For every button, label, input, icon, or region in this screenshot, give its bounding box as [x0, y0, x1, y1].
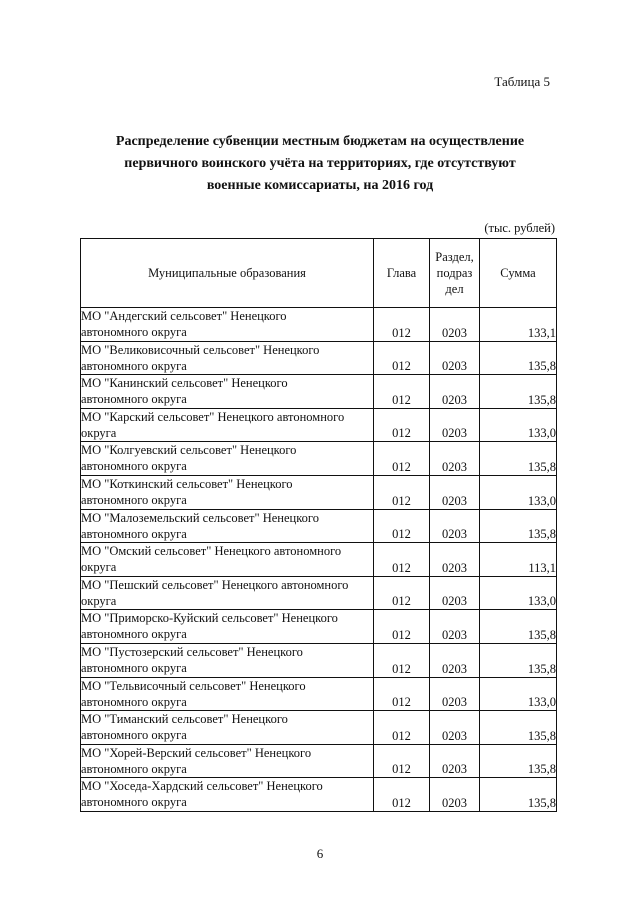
section-cell: 0203	[430, 677, 480, 711]
section-cell: 0203	[430, 375, 480, 409]
municipality-name-cell	[81, 308, 374, 342]
sum-cell: 135,8	[480, 341, 557, 375]
section-cell: 0203	[430, 778, 480, 812]
section-cell: 0203	[430, 711, 480, 745]
sum-cell: 135,8	[480, 778, 557, 812]
section-cell: 0203	[430, 308, 480, 342]
municipality-name-line: автономного округа	[81, 761, 187, 776]
section-cell: 0203	[430, 576, 480, 610]
chapter-cell: 012	[374, 744, 430, 778]
chapter-cell: 012	[374, 408, 430, 442]
sum-cell: 135,8	[480, 744, 557, 778]
document-title	[70, 131, 570, 197]
table-row	[81, 610, 557, 644]
municipality-name-cell	[81, 744, 374, 778]
municipality-name-line: МО "Омский сельсовет" Ненецкого автономного	[81, 544, 342, 559]
chapter-cell: 012	[374, 711, 430, 745]
sum-cell: 135,8	[480, 509, 557, 543]
municipality-name-line: автономного округа	[81, 459, 187, 474]
table-row	[81, 341, 557, 375]
municipality-name-line: МО "Канинский сельсовет" Ненецкого	[81, 376, 288, 391]
sum-cell: 135,8	[480, 442, 557, 476]
title-line: военные комиссариаты, на 2016 год	[206, 178, 434, 193]
chapter-cell: 012	[374, 442, 430, 476]
page-number: 6	[316, 846, 324, 861]
municipality-name-line: автономного округа	[81, 526, 187, 541]
municipality-name-line: МО "Хоседа-Хардский сельсовет" Ненецкого	[81, 779, 323, 794]
table-row	[81, 711, 557, 745]
column-header-sum: Сумма	[480, 239, 557, 308]
municipality-name-line: автономного округа	[81, 694, 187, 709]
municipality-name-cell	[81, 677, 374, 711]
table-row	[81, 744, 557, 778]
table-body	[81, 308, 557, 812]
municipality-name-line: МО "Пустозерский сельсовет" Ненецкого	[81, 644, 303, 659]
municipality-name-line: МО "Андегский сельсовет" Ненецкого	[81, 309, 287, 323]
municipality-name-line: автономного округа	[81, 392, 187, 407]
table-row	[81, 375, 557, 409]
section-header-line: дел	[445, 282, 464, 296]
sum-cell: 135,8	[480, 711, 557, 745]
sum-cell: 135,8	[480, 643, 557, 677]
municipality-name-cell	[81, 576, 374, 610]
subvention-table	[80, 238, 557, 812]
chapter-cell: 012	[374, 643, 430, 677]
chapter-cell: 012	[374, 778, 430, 812]
municipality-name-cell	[81, 408, 374, 442]
section-cell: 0203	[430, 408, 480, 442]
section-cell: 0203	[430, 442, 480, 476]
table-number-label: Таблица 5	[494, 74, 550, 89]
municipality-name-line: округа	[81, 425, 117, 440]
table-row	[81, 408, 557, 442]
chapter-cell: 012	[374, 677, 430, 711]
section-cell: 0203	[430, 744, 480, 778]
table-row	[81, 509, 557, 543]
table-row	[81, 308, 557, 342]
chapter-cell: 012	[374, 610, 430, 644]
section-cell: 0203	[430, 509, 480, 543]
municipality-name-line: МО "Карский сельсовет" Ненецкого автономного	[81, 409, 345, 424]
municipality-name-line: МО "Пешский сельсовет" Ненецкого автономного	[81, 577, 349, 592]
chapter-cell: 012	[374, 308, 430, 342]
table-row	[81, 677, 557, 711]
table-row	[81, 643, 557, 677]
section-cell: 0203	[430, 543, 480, 577]
chapter-cell: 012	[374, 375, 430, 409]
municipality-name-cell	[81, 375, 374, 409]
municipality-name-line: автономного округа	[81, 627, 187, 642]
section-cell: 0203	[430, 341, 480, 375]
title-line: первичного воинского учёта на территориях, где отсутствуют	[124, 156, 516, 171]
table-header-row	[81, 239, 557, 308]
chapter-cell: 012	[374, 341, 430, 375]
municipality-name-cell	[81, 543, 374, 577]
title-line: Распределение субвенции местным бюджетам на осуществление	[115, 134, 525, 149]
section-cell: 0203	[430, 475, 480, 509]
section-header-line: подраз	[436, 266, 473, 280]
sum-cell: 113,1	[480, 543, 557, 577]
unit-note: (тыс. рублей)	[484, 221, 555, 235]
municipality-name-line: МО "Хорей-Верский сельсовет" Ненецкого	[81, 745, 312, 760]
municipality-name-line: МО "Великовисочный сельсовет" Ненецкого	[81, 342, 320, 357]
sum-cell: 133,1	[480, 308, 557, 342]
municipality-name-line: МО "Тиманский сельсовет" Ненецкого	[81, 712, 288, 727]
table-row	[81, 576, 557, 610]
municipality-name-line: автономного округа	[81, 358, 187, 373]
sum-cell: 135,8	[480, 375, 557, 409]
municipality-name-cell	[81, 509, 374, 543]
municipality-name-line: автономного округа	[81, 728, 187, 743]
municipality-name-cell	[81, 711, 374, 745]
sum-cell: 133,0	[480, 408, 557, 442]
section-cell: 0203	[430, 610, 480, 644]
municipality-name-line: автономного округа	[81, 795, 187, 810]
chapter-cell: 012	[374, 543, 430, 577]
municipality-name-line: МО "Малоземельский сельсовет" Ненецкого	[81, 510, 319, 525]
municipality-name-line: МО "Тельвисочный сельсовет" Ненецкого	[81, 678, 306, 693]
municipality-name-cell	[81, 778, 374, 812]
sum-cell: 133,0	[480, 677, 557, 711]
municipality-name-line: округа	[81, 560, 117, 575]
sum-cell: 133,0	[480, 475, 557, 509]
municipality-name-cell	[81, 610, 374, 644]
sum-cell: 133,0	[480, 576, 557, 610]
sum-cell: 135,8	[480, 610, 557, 644]
municipality-name-cell	[81, 341, 374, 375]
municipality-name-line: МО "Колгуевский сельсовет" Ненецкого	[81, 443, 297, 458]
municipality-name-line: автономного округа	[81, 492, 187, 507]
municipality-name-cell	[81, 475, 374, 509]
section-header-line: Раздел,	[435, 250, 474, 264]
municipality-name-line: автономного округа	[81, 660, 187, 675]
municipality-name-cell	[81, 442, 374, 476]
table-row	[81, 543, 557, 577]
municipality-name-line: округа	[81, 593, 117, 608]
chapter-cell: 012	[374, 576, 430, 610]
table-row	[81, 778, 557, 812]
municipality-name-line: автономного округа	[81, 325, 187, 339]
table-row	[81, 475, 557, 509]
municipality-name-line: МО "Коткинский сельсовет" Ненецкого	[81, 476, 293, 491]
municipality-name-cell	[81, 643, 374, 677]
section-cell: 0203	[430, 643, 480, 677]
chapter-cell: 012	[374, 509, 430, 543]
table-row	[81, 442, 557, 476]
column-header-municipality: Муниципальные образования	[81, 239, 374, 308]
chapter-cell: 012	[374, 475, 430, 509]
municipality-name-line: МО "Приморско-Куйский сельсовет" Ненецкого	[81, 611, 338, 626]
column-header-section	[430, 239, 480, 308]
column-header-chapter: Глава	[374, 239, 430, 308]
